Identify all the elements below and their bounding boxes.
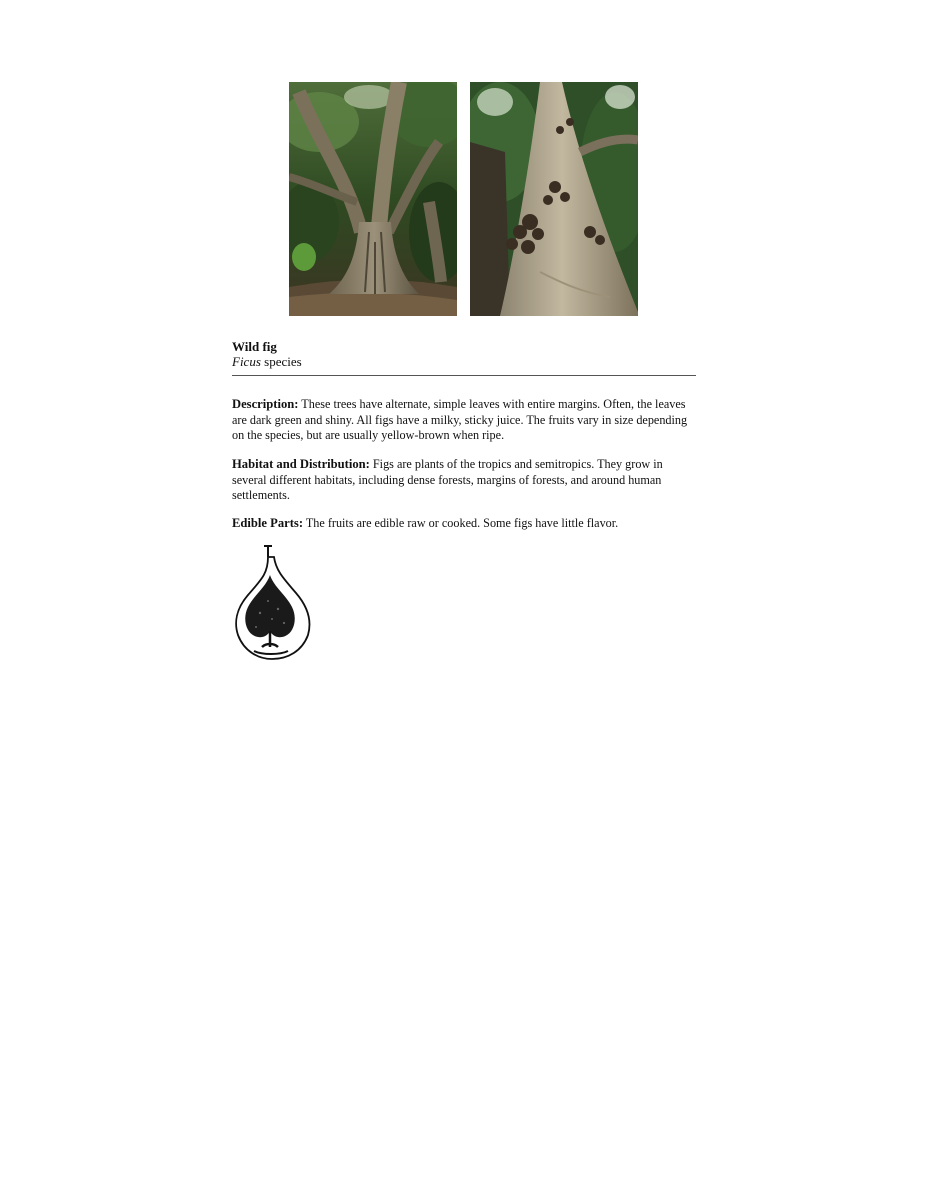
edible-heading: Edible Parts: [232, 516, 304, 530]
common-name: Wild fig [232, 339, 277, 354]
fig-bark-photo [470, 82, 638, 316]
description-paragraph [232, 397, 698, 444]
fig-tree-photo [289, 82, 457, 316]
fig-fruit-cross-section-icon [232, 543, 316, 663]
edible-parts-paragraph [232, 516, 698, 532]
species-suffix: species [260, 354, 302, 369]
habitat-paragraph [232, 457, 698, 504]
title-divider [232, 375, 696, 376]
habitat-heading: Habitat and Distribution: [232, 457, 370, 471]
description-heading: Description: [232, 397, 299, 411]
description-text: These trees have alternate, simple leaves with entire margins. Often, the leaves are dark green and shiny. All figs have a milky, sticky juice. The fruits vary in size depending on the species, but are usually yellow-brown when ripe. [232, 397, 688, 442]
habitat-text: Figs are plants of the tropics and semitropics. They grow in several different habitats, including dense forests, margins of forests, and around human settlements. [232, 457, 663, 502]
plant-title-block [232, 339, 696, 369]
edible-text: The fruits are edible raw or cooked. Some figs have little flavor. [303, 516, 619, 530]
genus-name: Ficus [232, 354, 261, 369]
scientific-name [232, 354, 696, 369]
